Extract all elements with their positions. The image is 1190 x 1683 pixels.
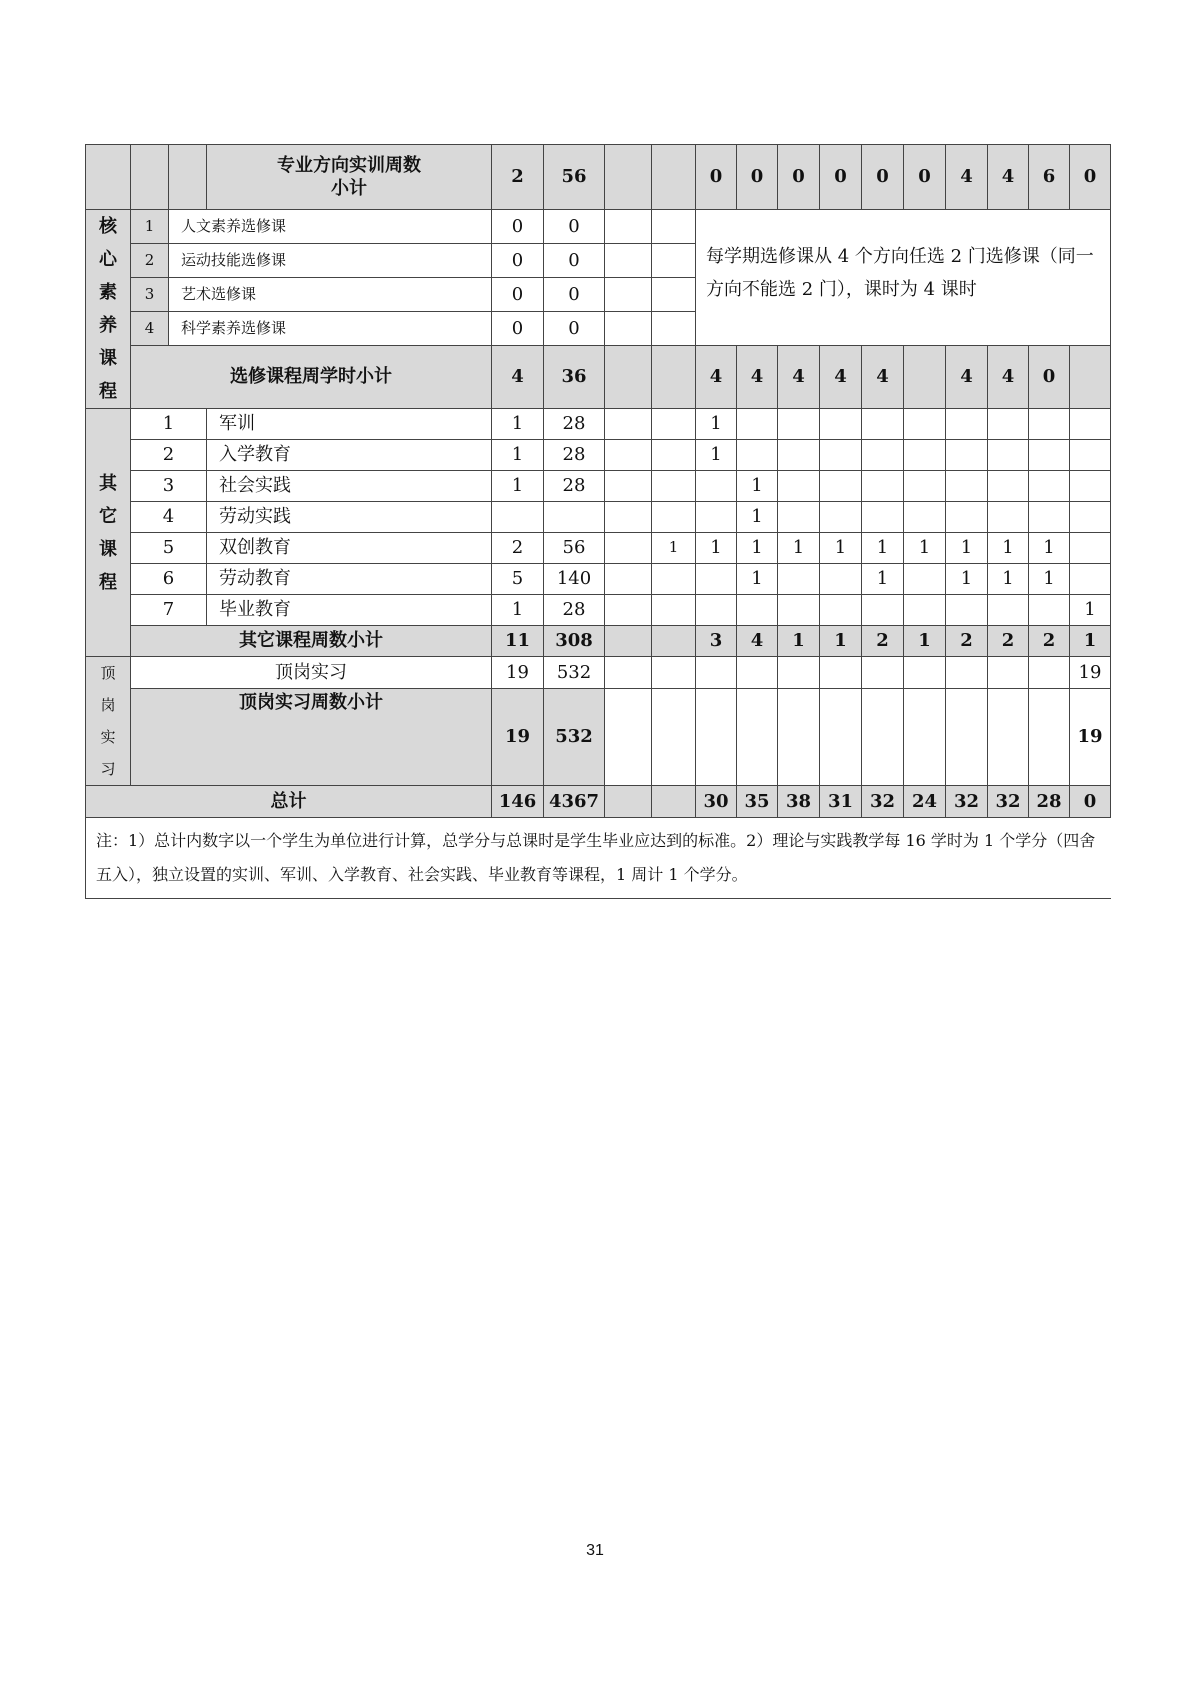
semester-cell: 1 [1070, 595, 1111, 626]
semester-cell [1070, 502, 1111, 533]
semester-cell: 1 [820, 626, 862, 657]
semester-cell: 1 [904, 626, 946, 657]
course-name: 劳动实践 [207, 502, 492, 533]
item-number: 3 [131, 471, 207, 502]
semester-cell: 32 [988, 786, 1029, 818]
semester-cell: 1 [737, 471, 778, 502]
blank-cell [652, 471, 696, 502]
credits-cell: 1 [492, 595, 544, 626]
semester-cell [1029, 409, 1070, 440]
blank-cell [652, 564, 696, 595]
semester-cell: 2 [946, 626, 988, 657]
other-category-label [86, 409, 131, 657]
semester-cell: 1 [946, 533, 988, 564]
category-char: 岗 [100, 696, 116, 714]
blank-cell [652, 786, 696, 818]
blank-cell [652, 688, 696, 785]
hours-cell [544, 502, 605, 533]
semester-cell [862, 657, 904, 689]
hours-cell: 36 [544, 346, 605, 409]
hours-cell: 308 [544, 626, 605, 657]
hours-cell: 28 [544, 440, 605, 471]
hours-cell: 56 [544, 145, 605, 210]
semester-cell [946, 595, 988, 626]
core-subtotal-label: 选修课程周学时小计 [131, 346, 492, 409]
category-char: 程 [99, 571, 117, 593]
semester-cell [946, 471, 988, 502]
course-name: 毕业教育 [207, 595, 492, 626]
semester-cell: 35 [737, 786, 778, 818]
blank-cell [169, 145, 207, 210]
category-char: 实 [100, 728, 116, 746]
blank-cell [605, 471, 652, 502]
semester-cell [737, 440, 778, 471]
item-number: 5 [131, 533, 207, 564]
semester-cell: 4 [946, 145, 988, 210]
blank-cell [605, 346, 652, 409]
blank-cell [605, 312, 652, 346]
internship-row [86, 657, 1111, 689]
item-number: 3 [131, 278, 169, 312]
semester-cell: 1 [862, 564, 904, 595]
semester-cell: 4 [820, 346, 862, 409]
blank-cell [652, 312, 696, 346]
semester-cell [737, 657, 778, 689]
semester-cell: 4 [988, 145, 1029, 210]
semester-cell: 0 [820, 145, 862, 210]
blank-cell [652, 409, 696, 440]
semester-cell [820, 657, 862, 689]
hours-cell: 0 [544, 312, 605, 346]
blank-cell [605, 595, 652, 626]
hours-cell: 0 [544, 244, 605, 278]
semester-cell [778, 564, 820, 595]
course-name: 人文素养选修课 [169, 210, 492, 244]
semester-cell: 6 [1029, 145, 1070, 210]
semester-cell: 1 [696, 409, 737, 440]
blank-cell [652, 346, 696, 409]
category-char: 课 [99, 538, 117, 560]
blank-cell [605, 502, 652, 533]
semester-cell [904, 688, 946, 785]
semester-cell [904, 564, 946, 595]
semester-cell: 1 [737, 564, 778, 595]
semester-cell [1029, 595, 1070, 626]
semester-cell: 0 [1029, 346, 1070, 409]
semester-cell [820, 688, 862, 785]
blank-cell [131, 145, 169, 210]
semester-cell: 0 [1070, 786, 1111, 818]
semester-cell: 1 [737, 502, 778, 533]
semester-cell [820, 502, 862, 533]
semester-cell: 1 [988, 564, 1029, 595]
hours-cell: 28 [544, 409, 605, 440]
credits-cell: 19 [492, 657, 544, 689]
semester-cell [862, 595, 904, 626]
semester-cell: 1 [1070, 626, 1111, 657]
blank-cell [652, 440, 696, 471]
semester-cell: 4 [737, 346, 778, 409]
other-subtotal-label: 其它课程周数小计 [131, 626, 492, 657]
semester-cell [988, 409, 1029, 440]
semester-cell [778, 440, 820, 471]
semester-cell [1070, 346, 1111, 409]
semester-cell [988, 657, 1029, 689]
course-name: 艺术选修课 [169, 278, 492, 312]
semester-cell: 19 [1070, 688, 1111, 785]
semester-cell: 1 [862, 533, 904, 564]
blank-cell [605, 688, 652, 785]
course-name: 军训 [207, 409, 492, 440]
category-char: 其 [99, 472, 117, 494]
other-course-row [86, 440, 1111, 471]
semester-cell: 31 [820, 786, 862, 818]
semester-cell: 1 [946, 564, 988, 595]
semester-cell [696, 595, 737, 626]
credits-cell: 2 [492, 145, 544, 210]
semester-cell [904, 440, 946, 471]
semester-cell: 4 [778, 346, 820, 409]
semester-cell: 1 [778, 626, 820, 657]
semester-cell [946, 657, 988, 689]
blank-cell: 1 [652, 533, 696, 564]
hours-cell: 532 [544, 688, 605, 785]
credits-cell [492, 502, 544, 533]
internship-subtotal-label: 顶岗实习周数小计 [131, 688, 492, 785]
semester-cell: 3 [696, 626, 737, 657]
semester-cell [904, 471, 946, 502]
semester-cell: 0 [1070, 145, 1111, 210]
hours-cell: 28 [544, 595, 605, 626]
blank-cell [652, 626, 696, 657]
core-row [86, 210, 1111, 244]
blank-cell [652, 244, 696, 278]
other-course-row [86, 409, 1111, 440]
course-name: 顶岗实习 [131, 657, 492, 689]
other-course-row [86, 533, 1111, 564]
category-char: 习 [100, 760, 116, 778]
semester-cell [737, 688, 778, 785]
hours-cell: 4367 [544, 786, 605, 818]
total-label: 总计 [86, 786, 492, 818]
semester-cell: 0 [696, 145, 737, 210]
semester-cell [862, 688, 904, 785]
item-number: 1 [131, 210, 169, 244]
semester-cell [1070, 564, 1111, 595]
semester-cell [778, 409, 820, 440]
hours-cell: 0 [544, 210, 605, 244]
blank-cell [605, 409, 652, 440]
semester-cell: 1 [1029, 533, 1070, 564]
semester-cell: 4 [946, 346, 988, 409]
semester-cell: 2 [1029, 626, 1070, 657]
course-name: 劳动教育 [207, 564, 492, 595]
semester-cell [778, 502, 820, 533]
hours-cell: 0 [544, 278, 605, 312]
semester-cell [904, 657, 946, 689]
blank-cell [86, 145, 131, 210]
other-course-row [86, 564, 1111, 595]
semester-cell [1070, 440, 1111, 471]
semester-cell [820, 564, 862, 595]
semester-cell [778, 595, 820, 626]
blank-cell [605, 210, 652, 244]
semester-cell [946, 502, 988, 533]
semester-cell: 1 [904, 533, 946, 564]
other-course-row [86, 471, 1111, 502]
credits-cell: 4 [492, 346, 544, 409]
blank-cell [605, 626, 652, 657]
hours-cell: 140 [544, 564, 605, 595]
item-number: 2 [131, 244, 169, 278]
elective-note: 每学期选修课从 4 个方向任选 2 门选修课（同一方向不能选 2 门），课时为 4 课时 [696, 210, 1111, 346]
other-course-row [86, 502, 1111, 533]
semester-cell [904, 409, 946, 440]
item-number: 7 [131, 595, 207, 626]
semester-cell: 28 [1029, 786, 1070, 818]
semester-cell: 4 [988, 346, 1029, 409]
semester-cell [988, 502, 1029, 533]
semester-cell: 4 [737, 626, 778, 657]
semester-cell: 1 [778, 533, 820, 564]
top-subtotal-row [86, 145, 1111, 210]
item-number: 4 [131, 312, 169, 346]
semester-cell [1029, 657, 1070, 689]
item-number: 1 [131, 409, 207, 440]
semester-cell [988, 440, 1029, 471]
blank-cell [605, 786, 652, 818]
total-row [86, 786, 1111, 818]
credits-cell: 11 [492, 626, 544, 657]
semester-cell [820, 595, 862, 626]
blank-cell [652, 145, 696, 210]
credits-cell: 0 [492, 244, 544, 278]
credits-cell: 0 [492, 210, 544, 244]
course-schedule-table [85, 144, 1111, 899]
category-char: 它 [99, 505, 117, 527]
credits-cell: 1 [492, 471, 544, 502]
semester-cell [737, 595, 778, 626]
semester-cell: 1 [988, 533, 1029, 564]
blank-cell [605, 440, 652, 471]
blank-cell [652, 278, 696, 312]
semester-cell [820, 440, 862, 471]
semester-cell [1029, 502, 1070, 533]
other-course-row [86, 595, 1111, 626]
hours-cell: 28 [544, 471, 605, 502]
footnote: 注：1）总计内数字以一个学生为单位进行计算，总学分与总课时是学生毕业应达到的标准。2）理论与实践教学每 16 学时为 1 个学分（四舍五入），独立设置的实训、军训、入学教育、社会实践、毕业教育等课程，1 周计 1 个学分。 [86, 818, 1111, 899]
semester-cell [988, 595, 1029, 626]
blank-cell [605, 564, 652, 595]
footnote-row [86, 818, 1111, 899]
course-name: 社会实践 [207, 471, 492, 502]
semester-cell: 2 [988, 626, 1029, 657]
semester-cell [778, 471, 820, 502]
semester-cell [904, 346, 946, 409]
semester-cell: 19 [1070, 657, 1111, 689]
core-category-label: 核 心 素 养 课 程 [86, 210, 131, 409]
semester-cell: 1 [696, 533, 737, 564]
semester-cell [696, 657, 737, 689]
credits-cell: 5 [492, 564, 544, 595]
semester-cell [946, 688, 988, 785]
semester-cell [696, 564, 737, 595]
semester-cell: 38 [778, 786, 820, 818]
course-name: 运动技能选修课 [169, 244, 492, 278]
course-name: 双创教育 [207, 533, 492, 564]
semester-cell [1029, 471, 1070, 502]
semester-cell: 32 [946, 786, 988, 818]
semester-cell: 1 [737, 533, 778, 564]
credits-cell: 0 [492, 312, 544, 346]
internship-subtotal-row [86, 688, 1111, 785]
blank-cell [605, 657, 652, 689]
semester-cell: 0 [904, 145, 946, 210]
item-number: 6 [131, 564, 207, 595]
other-subtotal-row [86, 626, 1111, 657]
credits-cell: 0 [492, 278, 544, 312]
semester-cell: 2 [862, 626, 904, 657]
semester-cell: 0 [862, 145, 904, 210]
item-number: 4 [131, 502, 207, 533]
credits-cell: 146 [492, 786, 544, 818]
semester-cell [862, 471, 904, 502]
semester-cell [1070, 471, 1111, 502]
internship-category-label [86, 657, 131, 786]
semester-cell: 4 [862, 346, 904, 409]
semester-cell [820, 471, 862, 502]
semester-cell [737, 409, 778, 440]
semester-cell [696, 688, 737, 785]
blank-cell [652, 657, 696, 689]
semester-cell [1029, 688, 1070, 785]
core-subtotal-row [86, 346, 1111, 409]
course-name: 科学素养选修课 [169, 312, 492, 346]
credits-cell: 1 [492, 440, 544, 471]
top-subtotal-label: 专业方向实训周数 小计 [207, 145, 492, 210]
credits-cell: 2 [492, 533, 544, 564]
semester-cell [778, 657, 820, 689]
semester-cell [1029, 440, 1070, 471]
blank-cell [652, 502, 696, 533]
semester-cell: 32 [862, 786, 904, 818]
blank-cell [605, 244, 652, 278]
semester-cell [696, 471, 737, 502]
semester-cell [862, 440, 904, 471]
hours-cell: 56 [544, 533, 605, 564]
category-char: 顶 [100, 664, 116, 682]
semester-cell: 1 [696, 440, 737, 471]
item-number: 2 [131, 440, 207, 471]
semester-cell: 30 [696, 786, 737, 818]
semester-cell [988, 688, 1029, 785]
semester-cell [946, 440, 988, 471]
blank-cell [652, 595, 696, 626]
semester-cell [1070, 409, 1111, 440]
semester-cell [862, 502, 904, 533]
semester-cell [696, 502, 737, 533]
semester-cell [946, 409, 988, 440]
semester-cell [1070, 533, 1111, 564]
semester-cell [904, 595, 946, 626]
page-number: 31 [586, 1542, 604, 1559]
semester-cell: 4 [696, 346, 737, 409]
hours-cell: 532 [544, 657, 605, 689]
credits-cell: 1 [492, 409, 544, 440]
semester-cell [778, 688, 820, 785]
blank-cell [605, 533, 652, 564]
semester-cell: 0 [778, 145, 820, 210]
blank-cell [652, 210, 696, 244]
blank-cell [605, 278, 652, 312]
semester-cell [820, 409, 862, 440]
semester-cell [988, 471, 1029, 502]
semester-cell [862, 409, 904, 440]
semester-cell [904, 502, 946, 533]
semester-cell: 1 [1029, 564, 1070, 595]
course-name: 入学教育 [207, 440, 492, 471]
semester-cell: 0 [737, 145, 778, 210]
credits-cell: 19 [492, 688, 544, 785]
semester-cell: 24 [904, 786, 946, 818]
blank-cell [605, 145, 652, 210]
semester-cell: 1 [820, 533, 862, 564]
